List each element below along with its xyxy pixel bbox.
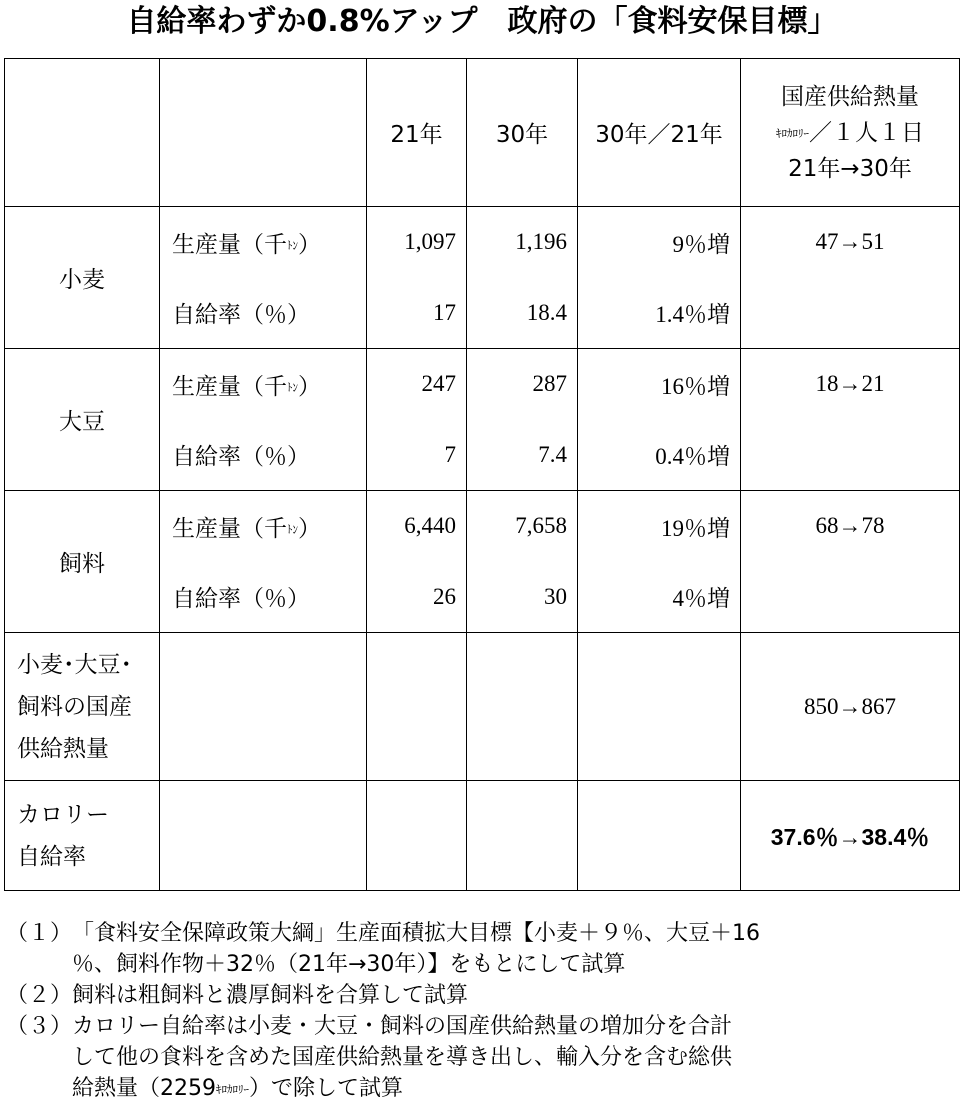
footnote-3-line2: して他の食料を含めた国産供給熱量を導き出し、輸入分を含む総供 <box>72 1045 733 1070</box>
cell-combined-empty-2 <box>367 633 467 781</box>
cell-soy-self-21: 7 <box>367 420 467 491</box>
cell-feed-self-30: 30 <box>467 562 578 633</box>
cell-combined-empty-4 <box>578 633 741 781</box>
cell-feed-prod-30: 7,658 <box>467 491 578 562</box>
footnote-1-line1: 「食料安全保障政策大綱」生産面積拡大目標【小麦＋９％、大豆＋16 <box>72 921 760 946</box>
cell-feed-self-energy-empty <box>741 562 960 633</box>
footnote-3 <box>6 1011 958 1042</box>
row-label-selfsufficiency: 自給率（％） <box>160 420 367 491</box>
cell-feed-self-ratio: 4％増 <box>578 562 741 633</box>
footnote-2-line1: 飼料は粗飼料と濃厚飼料を合算して試算 <box>72 983 469 1008</box>
cell-wheat-self-ratio: 1.4％増 <box>578 278 741 349</box>
header-year-30: 30年 <box>467 59 578 207</box>
cell-feed-self-21: 26 <box>367 562 467 633</box>
row-label-production: 生産量（千ﾄﾝ） <box>160 207 367 278</box>
page-title: 自給率わずか0.8%アップ 政府の「食料安保目標」 <box>126 4 838 39</box>
cell-wheat-prod-21: 1,097 <box>367 207 467 278</box>
ton-unit-small: ﾄﾝ <box>287 238 298 252</box>
footnotes <box>6 918 958 1104</box>
table-row-soy-production <box>5 349 960 420</box>
cell-feed-prod-ratio: 19％増 <box>578 491 741 562</box>
cell-feed-energy: 68→78 <box>741 491 960 562</box>
header-energy-line2-rest: ／１人１日 <box>809 119 924 146</box>
cell-calorie-empty-2 <box>367 781 467 891</box>
cell-soy-energy: 18→21 <box>741 349 960 420</box>
table-header-row <box>5 59 960 207</box>
table-row-combined <box>5 633 960 781</box>
header-empty-2 <box>160 59 367 207</box>
ton-unit-small: ﾄﾝ <box>287 380 298 394</box>
cell-soy-prod-30: 287 <box>467 349 578 420</box>
footnote-2 <box>6 980 958 1011</box>
cell-wheat-prod-30: 1,196 <box>467 207 578 278</box>
cell-calorie-empty-3 <box>467 781 578 891</box>
row-label-selfsufficiency: 自給率（％） <box>160 562 367 633</box>
cell-wheat-self-energy-empty <box>741 278 960 349</box>
footnote-1 <box>6 918 958 949</box>
cell-soy-prod-21: 247 <box>367 349 467 420</box>
footnote-3-line3: 給熱量（2259ｷﾛｶﾛﾘｰ）で除して試算 <box>72 1076 404 1101</box>
footnote-1-line2: ％、飼料作物＋32％（21年→30年）】をもとにして試算 <box>72 952 626 977</box>
cell-soy-self-energy-empty <box>741 420 960 491</box>
cell-combined-energy: 850→867 <box>741 633 960 781</box>
header-energy <box>741 59 960 207</box>
row-label-selfsufficiency: 自給率（％） <box>160 278 367 349</box>
table-row-calorie <box>5 781 960 891</box>
food-security-table <box>4 58 960 891</box>
footnote-2-number: （２） <box>6 983 73 1008</box>
cell-calorie-empty-1 <box>160 781 367 891</box>
table-row-feed-production <box>5 491 960 562</box>
cell-calorie-empty-4 <box>578 781 741 891</box>
header-energy-line2 <box>741 115 959 151</box>
header-energy-line1: 国産供給熱量 <box>781 83 919 110</box>
cell-soy-self-ratio: 0.4％増 <box>578 420 741 491</box>
ton-unit-small: ﾄﾝ <box>287 522 298 536</box>
cell-combined-empty-1 <box>160 633 367 781</box>
header-energy-line3: 21年→30年 <box>788 155 912 182</box>
row-label-combined: 小麦･大豆･ 飼料の国産 供給熱量 <box>5 633 160 781</box>
row-label-calorie: カロリー 自給率 <box>5 781 160 891</box>
row-label-production: 生産量（千ﾄﾝ） <box>160 491 367 562</box>
header-ratio: 30年／21年 <box>578 59 741 207</box>
table-row-wheat-production <box>5 207 960 278</box>
footnote-3-number: （３） <box>6 1014 73 1039</box>
header-empty-1 <box>5 59 160 207</box>
cell-wheat-prod-ratio: 9％増 <box>578 207 741 278</box>
kcal-unit-small: ｷﾛｶﾛﾘｰ <box>776 126 809 140</box>
cell-soy-self-30: 7.4 <box>467 420 578 491</box>
cell-wheat-energy: 47→51 <box>741 207 960 278</box>
footnote-1-number: （１） <box>6 921 73 946</box>
header-year-21: 21年 <box>367 59 467 207</box>
cell-soy-prod-ratio: 16％増 <box>578 349 741 420</box>
cell-wheat-self-30: 18.4 <box>467 278 578 349</box>
kcal-unit-small: ｷﾛｶﾛﾘｰ <box>216 1082 249 1096</box>
footnote-3-line1: カロリー自給率は小麦・大豆・飼料の国産供給熱量の増加分を合計 <box>72 1014 733 1039</box>
cell-combined-empty-3 <box>467 633 578 781</box>
crop-name-wheat: 小麦 <box>5 207 160 349</box>
cell-feed-prod-21: 6,440 <box>367 491 467 562</box>
crop-name-feed: 飼料 <box>5 491 160 633</box>
crop-name-soy: 大豆 <box>5 349 160 491</box>
row-label-production: 生産量（千ﾄﾝ） <box>160 349 367 420</box>
cell-wheat-self-21: 17 <box>367 278 467 349</box>
cell-calorie-value: 37.6％→38.4％ <box>741 781 960 891</box>
